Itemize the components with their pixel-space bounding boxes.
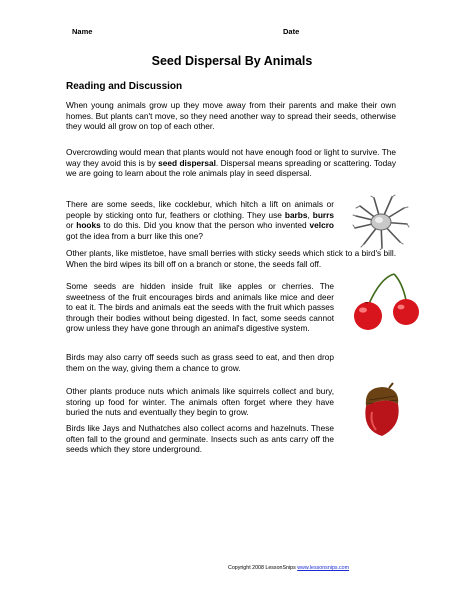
acorn-icon xyxy=(356,382,404,440)
section-heading: Reading and Discussion xyxy=(66,81,183,92)
header-fields xyxy=(0,27,464,39)
footer-copyright xyxy=(228,565,349,571)
name-label: Name xyxy=(72,27,93,36)
date-label: Date xyxy=(283,27,300,36)
paragraph-overcrowding xyxy=(66,147,396,179)
term-barbs: barbs xyxy=(284,209,308,220)
copyright-text: Copyright 2008 LessonSnips xyxy=(228,565,298,571)
paragraph-young-animals: When young animals grow up they move away from their parents and make their own homes. But plants can't move, so they need another way to spread their seeds, otherwise they would all grow on top of each other. xyxy=(66,100,396,132)
text-segment: , xyxy=(307,209,313,220)
text-segment: or xyxy=(66,220,77,231)
term-hooks: hooks xyxy=(76,220,101,231)
text-segment: Overcrowding would mean that plants would not have enough food or light to survive. The way they avoid this is by xyxy=(66,147,396,168)
term-velcro: velcro xyxy=(309,220,334,231)
website-link[interactable]: www.lessonsnips.com xyxy=(297,565,350,571)
paragraph-mistletoe: Other plants, like mistletoe, have small berries with sticky seeds which stick to a bird's bill. When the bird wipes its bill off on a branch or stone, the seeds fall off. xyxy=(66,248,396,269)
cocklebur-seed-icon xyxy=(352,194,410,250)
text-segment: There are some seeds, like cocklebur, which hitch a lift on animals or people by sticking onto fur, feathers or clothing. They use xyxy=(66,199,334,220)
paragraph-cocklebur xyxy=(66,199,334,241)
text-segment: . Dispersal means spreading or scattering. Today we are going to learn about the role animals play in seed dispersal. xyxy=(66,157,396,179)
paragraph-grass-seed: Birds may also carry off seeds such as grass seed to eat, and then drop them on the way, giving them a chance to grow. xyxy=(66,352,334,373)
text-segment: to do this. Did you know that the person who invented xyxy=(100,220,310,231)
term-seed-dispersal: seed dispersal xyxy=(158,157,216,168)
paragraph-nuts: Other plants produce nuts which animals like squirrels collect and bury, storing up food for winter. The animals often forget where they have buried the nuts and eventually they begin to grow. xyxy=(66,386,334,418)
page-title: Seed Dispersal By Animals xyxy=(151,54,313,68)
cherries-icon xyxy=(350,270,420,332)
paragraph-acorns: Birds like Jays and Nuthatches also collect acorns and hazelnuts. These often fall to the ground and germinate. Insects such as ants carry off the seeds which they store underground. xyxy=(66,423,334,455)
paragraph-fruit: Some seeds are hidden inside fruit like apples or cherries. The sweetness of the fruit encourages birds and animals like mice and deer to eat it. The birds and animals eat the seeds with the fruit which passes through their bodies without being digested. In fact, some seeds cannot grow unless they have gone through an animal's digestive system. xyxy=(66,281,334,334)
term-burrs: burrs xyxy=(312,209,334,220)
text-segment: got the idea from a burr like this one? xyxy=(66,230,203,241)
